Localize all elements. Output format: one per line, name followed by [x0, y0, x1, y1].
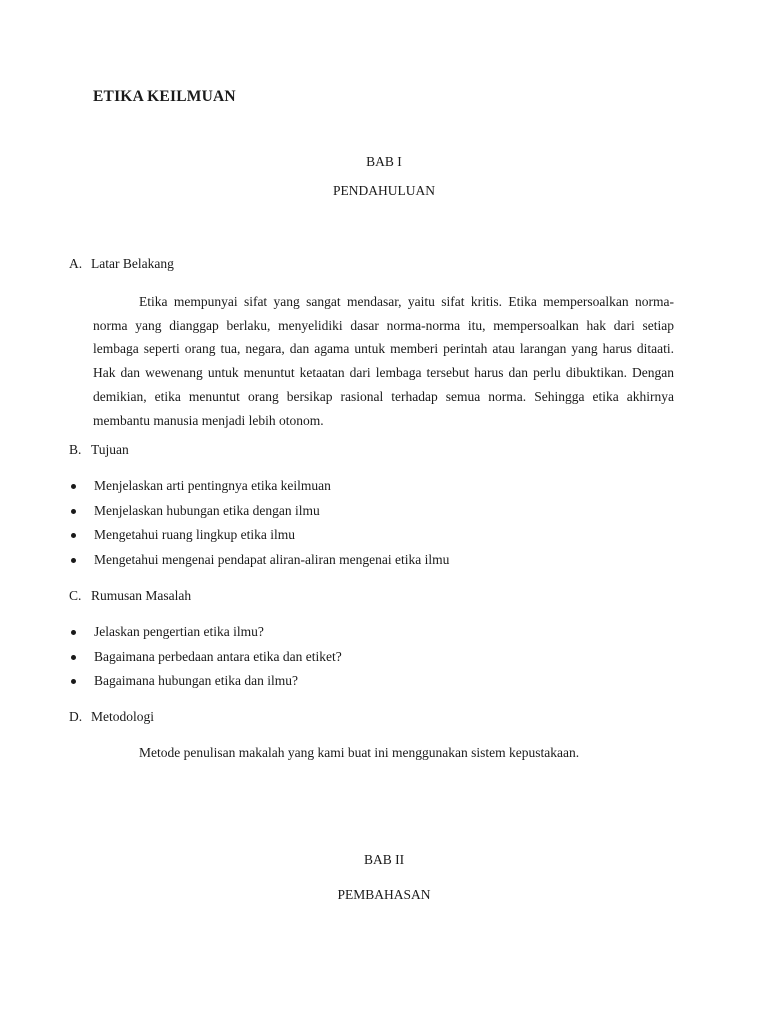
bullet-icon [71, 679, 76, 684]
bullet-icon [71, 533, 76, 538]
section-d-letter: D. [69, 709, 83, 724]
section-b-title: Tujuan [91, 442, 129, 457]
metodologi-paragraph: Metode penulisan makalah yang kami buat ini menggunakan sistem kepustakaan. [139, 745, 580, 760]
bab-1-heading: PENDAHULUAN [333, 183, 435, 198]
list-item-text: Bagaimana perbedaan antara etika dan etiket? [94, 648, 342, 664]
bullet-icon [71, 509, 76, 514]
list-item-text: Mengetahui ruang lingkup etika ilmu [94, 527, 295, 542]
bab-1-label: BAB I [366, 154, 402, 169]
latar-belakang-paragraph: Etika mempunyai sifat yang sangat mendasar, yaitu sifat kritis. Etika mempersoalkan norma-norma yang dianggap berlaku, menyelidiki dasar norma-norma itu, mempersoalkan hak dari setiap lembaga seperti orang tua, negara, dan agama untuk memberi perintah atau larangan yang harus ditaati. Hak dan wewenang untuk menuntut ketaatan dari lembaga tersebut harus dan perlu dibuktikan. Dengan demikian, etika menuntut orang bersikap rasional terhadap semua norma. Sehingga etika akhirnya membantu manusia menjadi lebih otonom. [93, 294, 674, 428]
section-d-heading [69, 709, 154, 725]
section-a-title: Latar Belakang [91, 256, 174, 271]
section-c-title: Rumusan Masalah [91, 588, 192, 603]
list-item-text: Menjelaskan hubungan etika dengan ilmu [94, 502, 320, 518]
list-item-text: Bagaimana hubungan etika dan ilmu? [94, 673, 298, 688]
bab-2-label: BAB II [363, 852, 405, 867]
document-title: ETIKA KEILMUAN [93, 88, 236, 105]
section-a-letter: A. [69, 256, 83, 271]
bullet-icon [71, 655, 76, 660]
list-item-text: Jelaskan pengertian etika ilmu? [94, 624, 264, 639]
section-c-letter: C. [69, 588, 82, 603]
section-a-heading [69, 256, 174, 272]
bullet-icon [71, 558, 76, 563]
section-c-heading [69, 588, 191, 604]
bab-2-heading: PEMBAHASAN [337, 887, 431, 902]
list-item-text: Mengetahui mengenai pendapat aliran-aliran mengenai etika ilmu [94, 551, 450, 567]
section-d-title: Metodologi [91, 709, 154, 724]
bullet-icon [71, 630, 76, 635]
bullet-icon [71, 484, 76, 489]
section-b-heading [69, 442, 129, 458]
list-item-text: Menjelaskan arti pentingnya etika keilmuan [94, 478, 331, 493]
section-b-letter: B. [69, 442, 82, 457]
